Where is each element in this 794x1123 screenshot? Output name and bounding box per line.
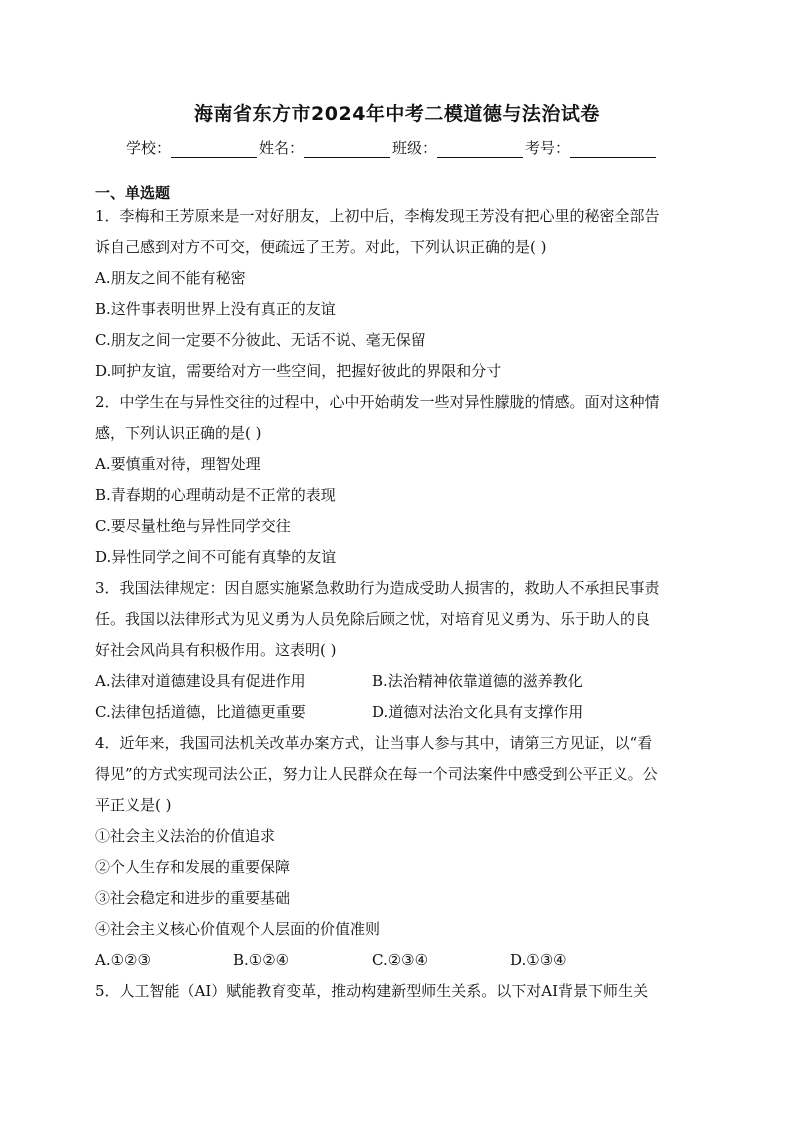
option-d[interactable]: D.呵护友谊，需要给对方一些空间，把握好彼此的界限和分寸 bbox=[95, 362, 502, 380]
question-text: 1．李梅和王芳原来是一对好朋友，上初中后，李梅发现王芳没有把心里的秘密全部告 bbox=[95, 207, 660, 225]
question bbox=[95, 387, 702, 573]
name-field[interactable] bbox=[259, 137, 392, 158]
option-d[interactable]: D.①③④ bbox=[510, 951, 567, 969]
options-row bbox=[95, 666, 702, 697]
option-a[interactable]: A.要慎重对待，理智处理 bbox=[95, 455, 261, 473]
exam-no-label: 考号： bbox=[525, 139, 571, 157]
option-b[interactable]: B.①②④ bbox=[233, 951, 290, 969]
class-label: 班级： bbox=[392, 139, 438, 157]
option-a[interactable]: A.法律对道德建设具有促进作用 bbox=[95, 672, 306, 690]
options-row bbox=[95, 697, 702, 728]
page-title: 海南省东方市2024年中考二模道德与法治试卷 bbox=[194, 103, 600, 125]
question-text: 任。我国以法律形式为见义勇为人员免除后顾之忧，对培育见义勇为、乐于助人的良 bbox=[95, 610, 651, 628]
option-b[interactable]: B.青春期的心理萌动是不正常的表现 bbox=[95, 486, 336, 504]
option-b[interactable]: B.法治精神依靠道德的滋养教化 bbox=[372, 672, 583, 690]
student-info-row bbox=[126, 137, 686, 158]
option-b[interactable]: B.这件事表明世界上没有真正的友谊 bbox=[95, 300, 336, 318]
option-c[interactable]: C.②③④ bbox=[372, 951, 429, 969]
statement-3: ③社会稳定和进步的重要基础 bbox=[95, 889, 291, 907]
school-label: 学校： bbox=[126, 139, 172, 157]
exam-no-blank[interactable] bbox=[570, 142, 656, 158]
question-list bbox=[95, 201, 702, 1007]
question-text: 4．近年来，我国司法机关改革办案方式，让当事人参与其中，请第三方见证，以“看 bbox=[95, 734, 653, 752]
question-text: 5．人工智能（AI）赋能教育变革，推动构建新型师生关系。以下对AI背景下师生关 bbox=[95, 982, 649, 1000]
question-text: 平正义是( ) bbox=[95, 796, 172, 814]
question bbox=[95, 573, 702, 728]
name-label: 姓名： bbox=[259, 139, 305, 157]
school-blank[interactable] bbox=[171, 142, 257, 158]
question bbox=[95, 728, 702, 976]
option-d[interactable]: D.道德对法治文化具有支撑作用 bbox=[372, 703, 584, 721]
question-text: 2．中学生在与异性交往的过程中，心中开始萌发一些对异性朦胧的情感。面对这种情 bbox=[95, 393, 660, 411]
question-text: 感，下列认识正确的是( ) bbox=[95, 424, 262, 442]
question-text: 诉自己感到对方不可交，便疏远了王芳。对此，下列认识正确的是( ) bbox=[95, 238, 547, 256]
option-c[interactable]: C.朋友之间一定要不分彼此、无话不说、毫无保留 bbox=[95, 331, 426, 349]
option-c[interactable]: C.法律包括道德，比道德更重要 bbox=[95, 703, 306, 721]
name-blank[interactable] bbox=[304, 142, 390, 158]
exam-no-field[interactable] bbox=[525, 137, 658, 158]
statement-4: ④社会主义核心价值观个人层面的价值准则 bbox=[95, 920, 381, 938]
statement-1: ①社会主义法治的价值追求 bbox=[95, 827, 276, 845]
option-d[interactable]: D.异性同学之间不可能有真挚的友谊 bbox=[95, 548, 337, 566]
option-a[interactable]: A.朋友之间不能有秘密 bbox=[95, 269, 246, 287]
question-text: 得见”的方式实现司法公正，努力让人民群众在每一个司法案件中感受到公平正义。公 bbox=[95, 765, 658, 783]
school-field[interactable] bbox=[126, 137, 259, 158]
question-text: 3．我国法律规定：因自愿实施紧急救助行为造成受助人损害的，救助人不承担民事责 bbox=[95, 579, 660, 597]
option-c[interactable]: C.要尽量杜绝与异性同学交往 bbox=[95, 517, 291, 535]
statement-2: ②个人生存和发展的重要保障 bbox=[95, 858, 291, 876]
option-a[interactable]: A.①②③ bbox=[95, 951, 151, 969]
question bbox=[95, 201, 702, 387]
options-row bbox=[95, 945, 702, 976]
class-field[interactable] bbox=[392, 137, 525, 158]
class-blank[interactable] bbox=[437, 142, 523, 158]
question bbox=[95, 976, 702, 1007]
section-heading: 一、单选题 bbox=[95, 184, 171, 202]
question-text: 好社会风尚具有积极作用。这表明( ) bbox=[95, 641, 337, 659]
